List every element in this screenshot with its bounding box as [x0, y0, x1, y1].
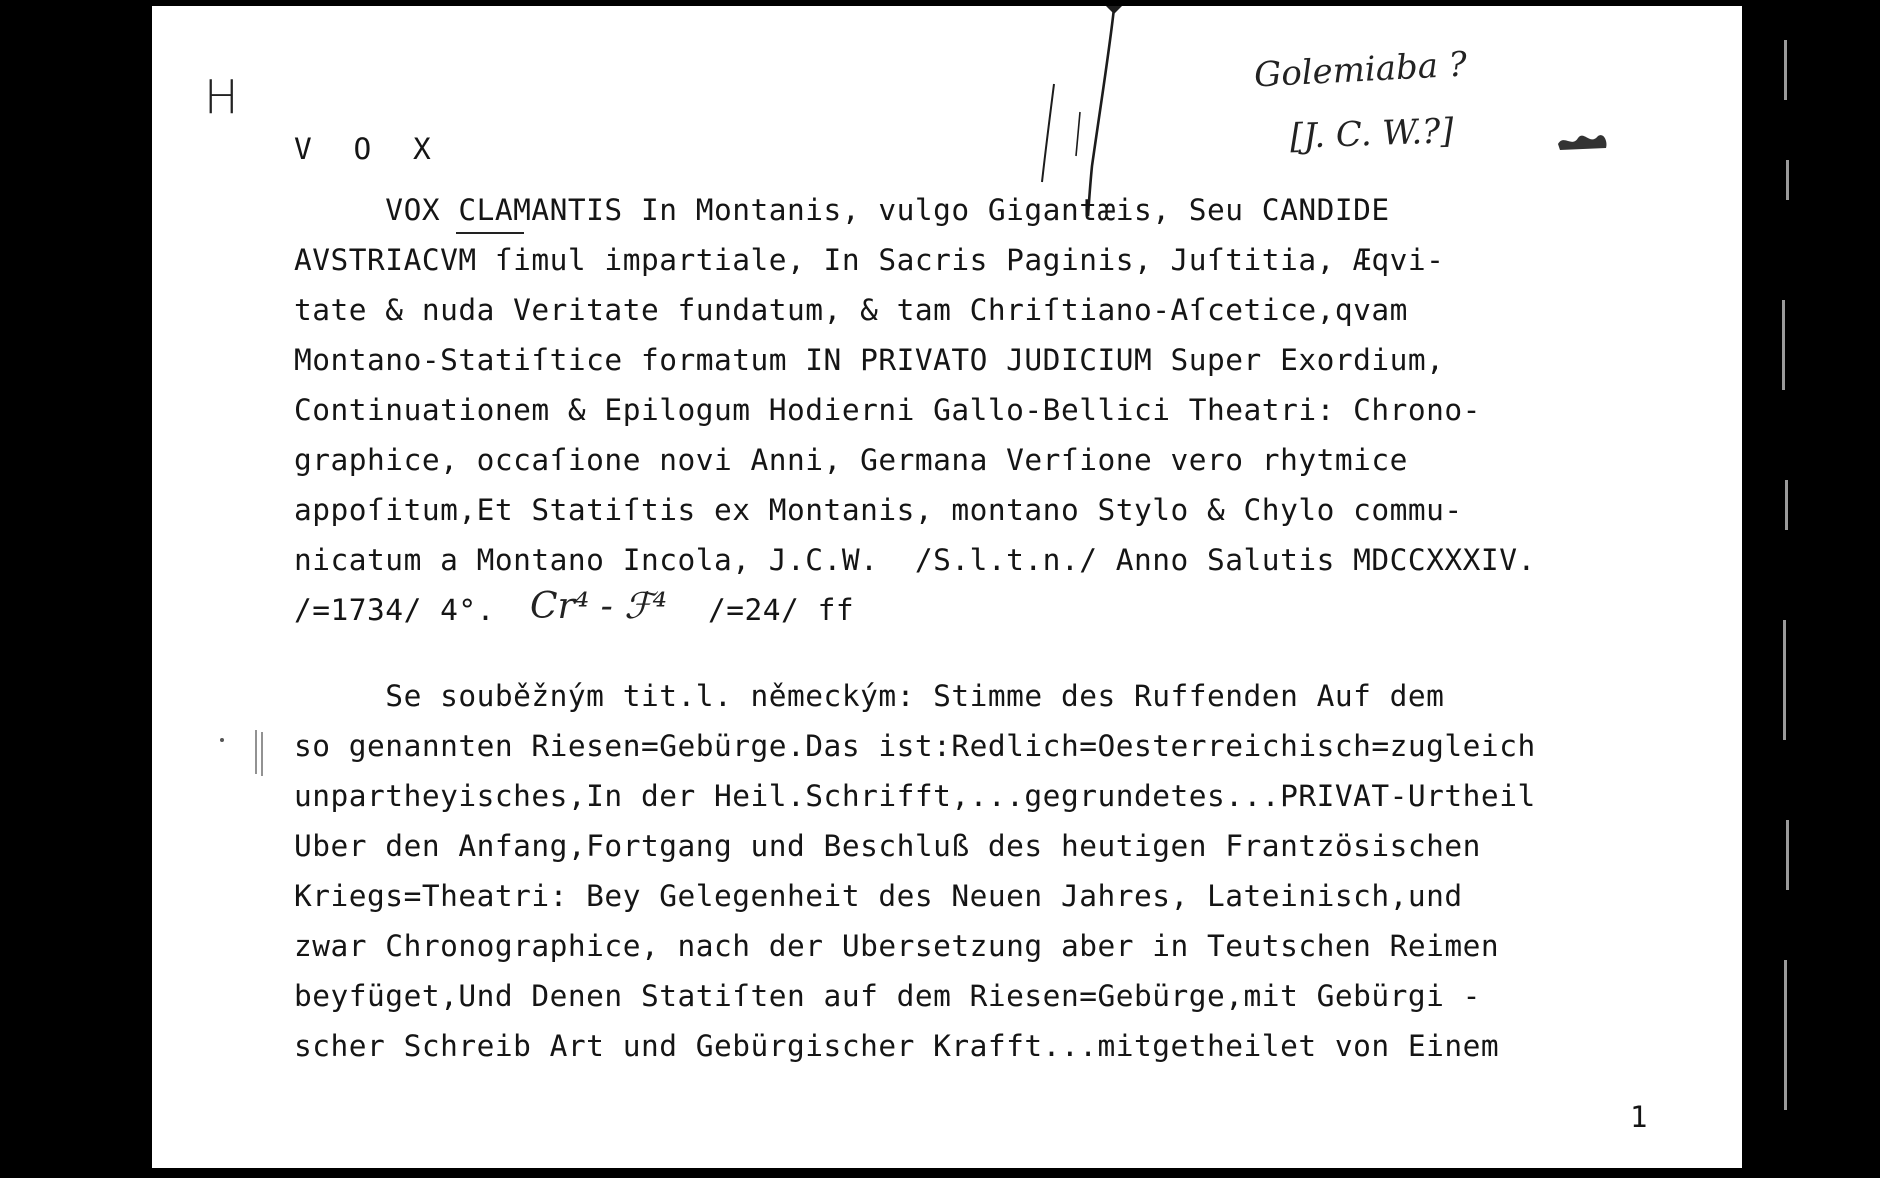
- latin-line-4: Montano-Statiſtice formatum IN PRIVATO JUDICIUM Super Exordium,: [294, 343, 1445, 377]
- latin-line-2: AVSTRIACVM ſimul impartiale, In Sacris Paginis, Juſtitia, Æqvi-: [294, 243, 1445, 277]
- catalog-card: [152, 6, 1742, 1168]
- scan-margin-right: [1742, 0, 1880, 1178]
- german-line-6: zwar Chronographice, nach der Ubersetzung aber in Teutschen Reimen: [294, 929, 1500, 963]
- scan-margin-left: [0, 0, 152, 1178]
- handwritten-top-right-line1: Golemiaba ?: [1253, 44, 1468, 96]
- handwritten-left-mark: H: [204, 70, 239, 124]
- latin-line-8: nicatum a Montano Incola, J.C.W. /S.l.t.n./ Anno Salutis MDCCXXXIV.: [294, 543, 1536, 577]
- german-line-5: Kriegs=Theatri: Bey Gelegenheit des Neuen Jahres, Lateinisch,und: [294, 879, 1463, 913]
- underline-vox: [454, 230, 526, 236]
- german-line-1: Se souběžným tit.l. německým: Stimme des Ruffenden Auf dem: [294, 679, 1445, 713]
- page-number: 1: [1630, 1100, 1648, 1134]
- latin-line-7: appoſitum,Et Statiſtis ex Montanis, montano Stylo & Chylo commu-: [294, 493, 1463, 527]
- margin-tick-marks: [216, 728, 276, 778]
- handwritten-top-right-line2: [J. C. W.?]: [1289, 111, 1455, 157]
- latin-line-1: VOX CLAMANTIS In Montanis, vulgo Gigantæis, Seu CANDIDE: [294, 193, 1390, 227]
- latin-line-6: graphice, occaſione novi Anni, Germana Verſione vero rhytmice: [294, 443, 1408, 477]
- latin-line-5: Continuationem & Epilogum Hodierni Gallo-Bellici Theatri: Chrono-: [294, 393, 1481, 427]
- german-line-2: so genannten Riesen=Gebürge.Das ist:Redlich=Oesterreichisch=zugleich: [294, 729, 1536, 763]
- german-line-3: unpartheyisches,In der Heil.Schrifft,...gegrundetes...PRIVAT-Urtheil: [294, 779, 1536, 813]
- card-heading: V O X: [294, 132, 443, 166]
- german-line-4: Uber den Anfang,Fortgang und Beschluß des heutigen Frantzösischen: [294, 829, 1481, 863]
- latin-line-3: tate & nuda Veritate fundatum, & tam Chriſtiano-Aſcetice,qvam: [294, 293, 1408, 327]
- german-line-7: beyfüget,Und Denen Statiſten auf dem Riesen=Gebürge,mit Gebürgi -: [294, 979, 1481, 1013]
- latin-line-9: /=1734/ 4°.: [294, 593, 495, 627]
- handwritten-collation: Cr⁴ - ℱ⁴: [530, 586, 667, 627]
- collation-suffix: /=24/ ff: [708, 593, 855, 627]
- german-line-8: scher Schreib Art und Gebürgischer Krafft...mitgetheilet von Einem: [294, 1029, 1500, 1063]
- ink-blot-icon: [1554, 122, 1610, 152]
